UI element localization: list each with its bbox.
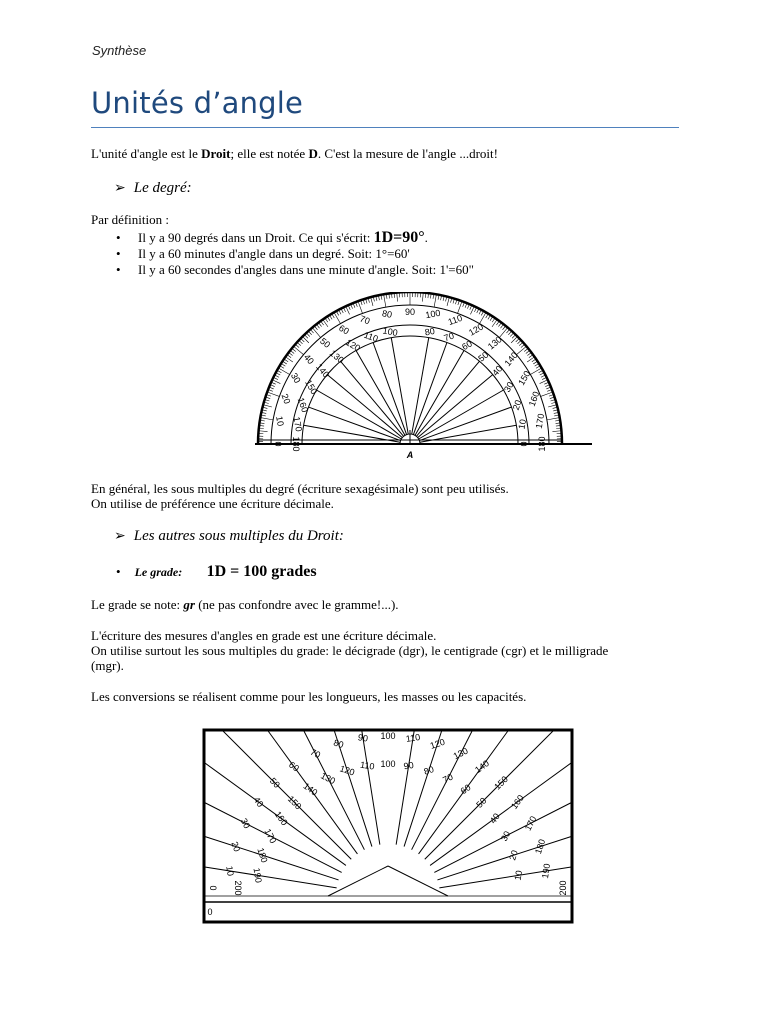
- inner-scale-label: 160: [295, 396, 311, 414]
- outer-scale-label: 110: [446, 312, 464, 328]
- list-item: [91, 246, 474, 262]
- outer-scale-label: 30: [288, 371, 303, 385]
- decimal-text-3: (mgr).: [91, 658, 124, 673]
- inner-scale-label: 90: [402, 759, 415, 772]
- tick: [259, 431, 268, 432]
- outer-scale-label: 200: [558, 880, 568, 896]
- outer-scale-label: 100: [424, 307, 442, 321]
- outer-scale-label: 40: [251, 794, 266, 809]
- tick: [499, 328, 507, 338]
- inner-scale-label: 20: [507, 848, 520, 862]
- general-text-2: On utilise de préférence une écriture décimale.: [91, 496, 334, 511]
- outer-scale-label: 60: [337, 322, 351, 337]
- inner-scale-label: 60: [458, 782, 473, 797]
- outer-scale-label: 190: [539, 862, 553, 880]
- tick: [541, 392, 553, 396]
- list-item: [91, 230, 474, 246]
- tick: [516, 338, 520, 341]
- tick: [547, 418, 560, 420]
- inner-scale-label: 130: [327, 348, 346, 366]
- outer-scale-label: 0: [273, 441, 283, 447]
- tick: [284, 359, 288, 362]
- definition-list: [91, 230, 474, 278]
- outer-scale-label: 120: [428, 736, 447, 751]
- radial-line: [327, 375, 402, 438]
- grade-bullet: [116, 563, 317, 581]
- tick: [496, 321, 499, 325]
- grade-note-text: Le grade se note:: [91, 597, 184, 612]
- tick: [325, 318, 328, 322]
- tick: [518, 340, 522, 343]
- outer-scale-label: 180: [533, 837, 548, 856]
- radial-line: [425, 730, 554, 859]
- tick: [458, 301, 462, 313]
- tick: [530, 368, 541, 375]
- tick: [263, 405, 272, 407]
- tick: [303, 337, 309, 343]
- tick: [519, 342, 523, 345]
- tick: [524, 348, 528, 351]
- section-heading-sous-multiples: [114, 528, 344, 545]
- inner-scale-label: 110: [362, 329, 380, 345]
- inner-scale-label: 80: [422, 764, 436, 777]
- outer-scale-label: 130: [485, 334, 504, 352]
- outer-scale-label: 170: [522, 814, 539, 833]
- tick: [488, 315, 491, 319]
- tick: [535, 363, 539, 366]
- intro-bold-d: D: [308, 146, 318, 161]
- inner-scale-label: 100: [381, 325, 399, 338]
- outer-scale-label: 100: [380, 731, 396, 741]
- tick: [327, 317, 330, 321]
- section-heading-degre: [114, 180, 192, 197]
- inner-scale-label: 40: [487, 811, 502, 826]
- intro-text-1: L'unité d'angle est le: [91, 146, 202, 161]
- list-item: [91, 262, 474, 278]
- tick: [527, 353, 531, 356]
- tick: [434, 294, 436, 307]
- bullet-text: Il y a 60 minutes d'angle dans un degré. Soit: 1°=60': [138, 246, 410, 261]
- tick: [371, 297, 373, 306]
- inner-scale-label: 50: [476, 349, 491, 364]
- outer-scale-label: 70: [358, 313, 372, 327]
- tick: [289, 353, 293, 356]
- tick: [498, 323, 501, 327]
- inner-scale-label: 120: [343, 337, 363, 354]
- inner-scale-label: 140: [301, 780, 320, 798]
- tick: [290, 350, 294, 353]
- tick: [503, 326, 506, 330]
- tick: [521, 344, 525, 347]
- outer-scale-label: 10: [224, 865, 236, 877]
- outer-scale-label: 160: [508, 792, 526, 811]
- outer-scale-label: 40: [301, 352, 316, 367]
- tick: [508, 331, 511, 335]
- intro-text-3: . C'est la mesure de l'angle ...droit!: [317, 146, 498, 161]
- outer-scale-label: 80: [332, 737, 345, 751]
- inner-scale-label: 50: [474, 795, 489, 810]
- outer-scale-label: 150: [516, 368, 533, 388]
- outer-scale-label: 120: [466, 321, 486, 338]
- tick: [548, 405, 557, 407]
- outer-scale-label: 50: [267, 775, 282, 790]
- tick: [292, 348, 296, 351]
- tick: [490, 317, 493, 321]
- grade-symbol: gr: [183, 597, 195, 612]
- tick: [283, 361, 287, 364]
- bottom-zero-label: 0: [207, 907, 213, 917]
- inner-scale-label: 30: [498, 829, 513, 843]
- intro-text-2: ; elle est notée: [230, 146, 309, 161]
- outer-scale-label: 130: [451, 745, 470, 762]
- tick: [480, 312, 487, 323]
- inner-scale-label: 80: [423, 325, 436, 338]
- radial-line: [204, 867, 337, 891]
- tick: [314, 326, 317, 330]
- tick: [295, 344, 299, 347]
- tick: [304, 335, 307, 339]
- tick: [527, 357, 534, 362]
- inner-scale-label: 70: [441, 771, 455, 786]
- inner-scale-label: 40: [490, 363, 505, 378]
- radial-line: [412, 338, 429, 435]
- tick: [526, 350, 530, 353]
- inner-scale-label: 190: [251, 867, 264, 884]
- tick: [506, 329, 509, 333]
- tick: [316, 324, 319, 328]
- outer-scale-label: 10: [274, 415, 286, 427]
- tick: [321, 321, 324, 325]
- bullet-dot-icon: •: [116, 564, 121, 579]
- inner-scale-label: 170: [262, 827, 279, 846]
- grade-equation: 1D = 100 grades: [206, 563, 317, 580]
- tick: [492, 319, 497, 326]
- bullet-emphasis: 1D=90°: [373, 229, 425, 246]
- tick: [552, 431, 561, 432]
- grade-label: Le grade:: [134, 565, 183, 579]
- inner-scale-label: 170: [291, 415, 304, 433]
- tick: [492, 318, 495, 322]
- tick: [299, 340, 303, 343]
- outer-scale-label: 110: [405, 731, 421, 745]
- outer-scale-label: 140: [502, 350, 520, 369]
- definition-label: Par définition :: [91, 212, 169, 227]
- tick: [516, 346, 526, 354]
- tick: [329, 315, 332, 319]
- outer-scale-label: 90: [404, 307, 416, 317]
- radial-line: [418, 375, 493, 438]
- outer-scale-label: 160: [526, 390, 542, 408]
- radial-line: [362, 730, 380, 845]
- inner-scale-label: 140: [314, 361, 332, 380]
- tick: [532, 359, 536, 362]
- inner-scale-label: 150: [303, 377, 320, 397]
- tick: [447, 297, 449, 306]
- radial-line: [341, 361, 404, 436]
- inner-scale-label: 100: [380, 759, 396, 769]
- inner-scale-label: 30: [501, 380, 516, 394]
- inner-scale-label: 180: [291, 436, 301, 452]
- intro-paragraph: [91, 146, 498, 162]
- outer-scale-label: 60: [286, 759, 301, 774]
- tick: [310, 329, 313, 333]
- inner-scale-label: 120: [338, 763, 356, 778]
- bullet-text-after: .: [424, 230, 428, 245]
- outer-scale-label: 170: [533, 412, 547, 430]
- inner-scale-label: 20: [510, 398, 524, 412]
- tick: [287, 355, 291, 358]
- bullet-text: Il y a 60 secondes d'angles dans une minute d'angle. Soit: 1'=60": [138, 262, 474, 277]
- tick: [308, 331, 311, 335]
- outer-scale-label: 50: [318, 335, 333, 350]
- radial-line: [222, 730, 351, 859]
- protractor-grades-figure: [196, 726, 576, 926]
- tick: [319, 323, 322, 327]
- inner-scale-label: 160: [272, 809, 290, 828]
- inner-scale-label: 0: [519, 441, 529, 447]
- radial-line: [439, 867, 572, 888]
- tick: [358, 301, 362, 313]
- tick: [334, 312, 341, 323]
- grade-note: [91, 597, 399, 613]
- tick: [281, 363, 285, 366]
- radial-line: [396, 730, 414, 845]
- tick: [533, 361, 537, 364]
- inner-scale-label: 180: [255, 846, 270, 864]
- inner-scale-label: 150: [285, 793, 304, 812]
- outer-scale-label: 90: [357, 732, 369, 744]
- outer-scale-label: 20: [229, 840, 243, 853]
- intro-bold-droit: Droit: [201, 146, 231, 161]
- tick: [384, 294, 386, 307]
- tick: [312, 328, 320, 338]
- decimal-text-1: L'écriture des mesures d'angles en grade est une écriture décimale.: [91, 628, 437, 643]
- inner-scale-label: 110: [359, 759, 376, 772]
- header-note: Synthèse: [92, 43, 147, 58]
- tick: [529, 355, 533, 358]
- tick: [278, 368, 289, 375]
- decimal-text-2: On utilise surtout les sous multiples du grade: le décigrade (dgr), le centigrade (cgr) et le milligrade: [91, 643, 609, 658]
- tick: [512, 335, 515, 339]
- tick: [306, 333, 309, 337]
- radial-line: [391, 338, 408, 435]
- vertex-label: A: [406, 450, 414, 460]
- tick: [510, 333, 513, 337]
- page-title: Unités d’angle: [91, 86, 304, 120]
- outer-scale-label: 80: [381, 308, 393, 320]
- outer-scale-label: 20: [279, 392, 293, 406]
- tick: [511, 337, 517, 343]
- radial-line: [437, 836, 572, 880]
- tick: [267, 392, 279, 396]
- grade-note-text-2: (ne pas confondre avec le gramme!...).: [194, 597, 399, 612]
- tick: [297, 342, 301, 345]
- tick: [260, 418, 273, 420]
- inner-scale-label: 60: [460, 338, 474, 353]
- bullet-text: Il y a 90 degrés dans un Droit. Ce qui s'écrit:: [138, 230, 374, 245]
- arrow-bullet-icon: ➢: [114, 529, 126, 544]
- inner-scale-label: 10: [516, 418, 529, 431]
- conversions-text: Les conversions se réalisent comme pour les longueurs, les masses ou les capacités.: [91, 689, 527, 704]
- outer-scale-label: 0: [208, 885, 218, 891]
- tick: [301, 338, 305, 341]
- inner-scale-label: 10: [512, 869, 525, 882]
- tick: [397, 293, 398, 302]
- protractor-degrees-figure: [240, 292, 596, 466]
- radial-line: [416, 361, 479, 436]
- tick: [422, 293, 423, 302]
- tick: [294, 346, 304, 354]
- inner-scale-label: 70: [442, 330, 456, 344]
- tick: [285, 357, 292, 362]
- outer-scale-label: 30: [238, 816, 253, 831]
- arrow-bullet-icon: ➢: [114, 181, 126, 196]
- outer-scale-label: 180: [537, 436, 547, 452]
- outer-scale-label: 140: [473, 758, 492, 776]
- tick: [501, 324, 504, 328]
- section-title: Le degré:: [133, 180, 192, 196]
- title-underline: [91, 127, 679, 128]
- tick: [323, 319, 328, 326]
- inner-scale-label: 200: [233, 880, 243, 896]
- outer-scale-label: 70: [308, 746, 323, 761]
- general-text-1: En général, les sous multiples du degré (écriture sexagésimale) sont peu utilisés.: [91, 481, 509, 496]
- outer-scale-label: 150: [492, 774, 510, 792]
- inner-scale-label: 130: [319, 770, 338, 787]
- section-title: Les autres sous multiples du Droit:: [133, 528, 344, 544]
